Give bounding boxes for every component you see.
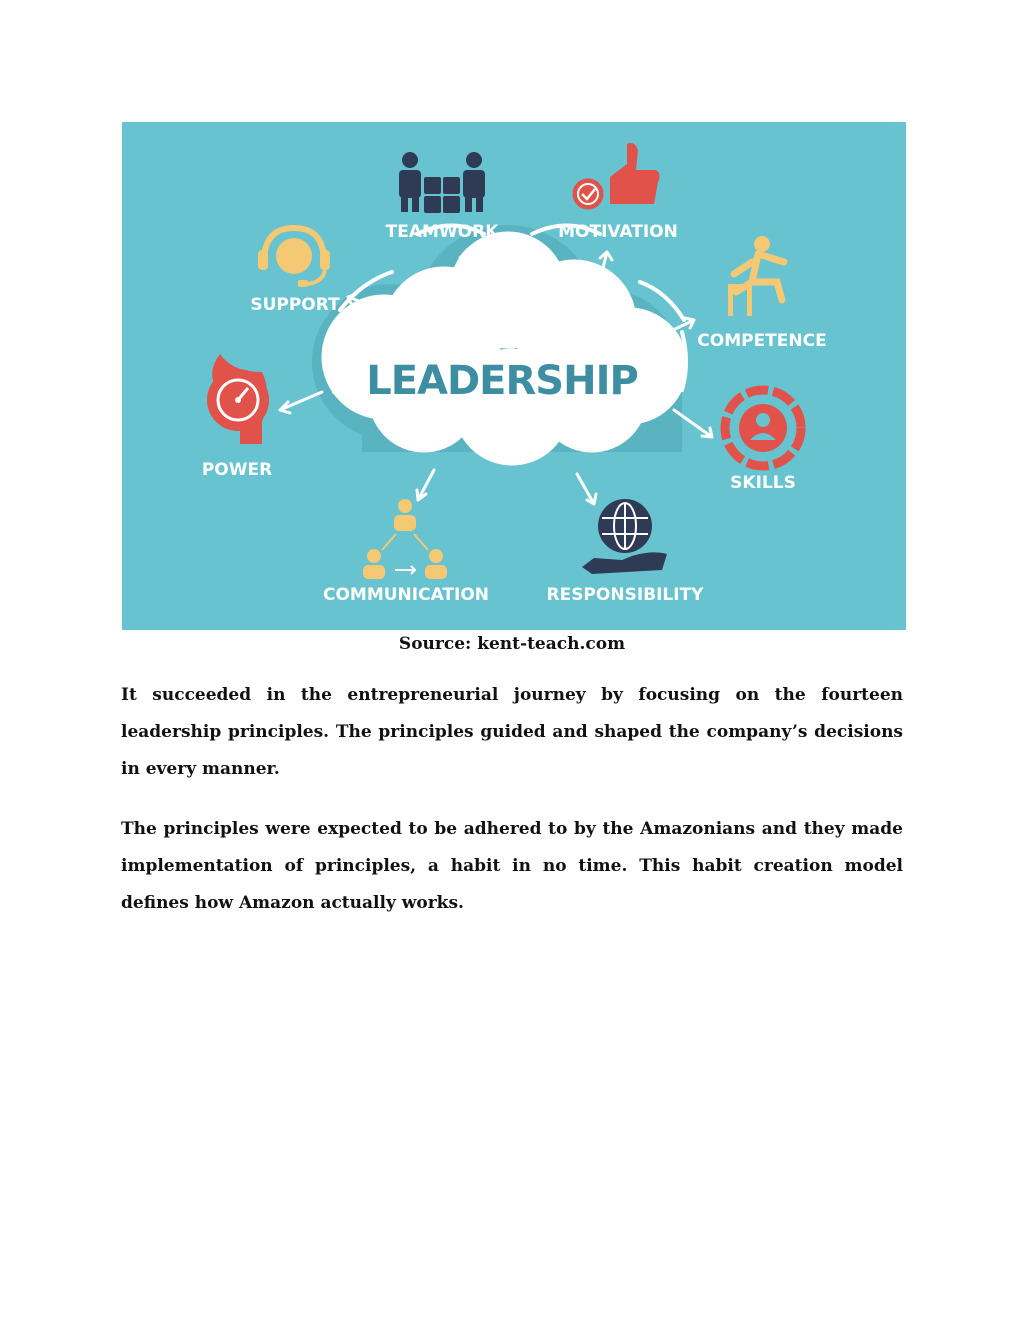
- skills-label: SKILLS: [730, 473, 796, 493]
- motivation-label: MOTIVATION: [558, 222, 678, 242]
- paragraph-2: The principles were expected to be adhered to by the Amazonians and they made implementation of principles, a habit in no time. This habit creation model defines how Amazon actually works.: [121, 819, 903, 913]
- leadership-title: LEADERSHIP: [366, 358, 638, 404]
- teamwork-label: TEAMWORK: [385, 222, 499, 242]
- leadership-infographic: [122, 122, 906, 630]
- power-label: POWER: [201, 460, 273, 480]
- paragraph-1: It succeeded in the entrepreneurial journey by focusing on the fourteen leadership principles. The principles guided and shaped the company’s decisions in every manner.: [121, 685, 903, 779]
- figure-caption: Source: kent-teach.com: [398, 634, 626, 654]
- responsibility-label: RESPONSIBILITY: [546, 585, 704, 605]
- support-label: SUPPORT: [250, 295, 340, 315]
- communication-label: COMMUNICATION: [322, 585, 490, 605]
- competence-label: COMPETENCE: [697, 331, 827, 351]
- leadership-diagram: [122, 122, 906, 630]
